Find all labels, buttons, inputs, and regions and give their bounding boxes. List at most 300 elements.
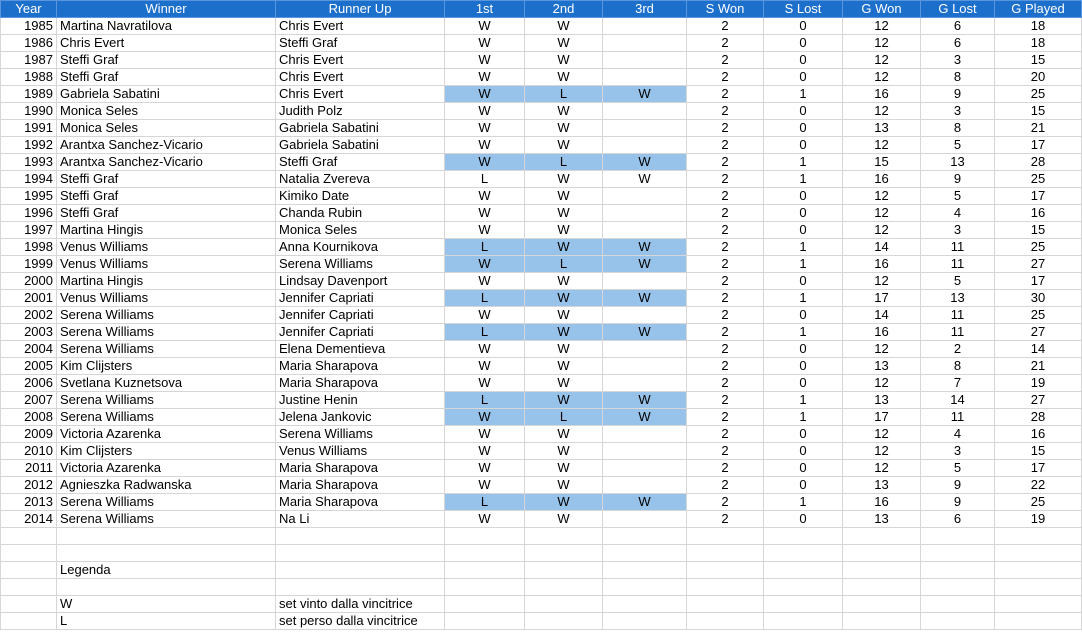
sets-won-cell[interactable]: 2 bbox=[687, 375, 764, 392]
sets-won-cell[interactable]: 2 bbox=[687, 103, 764, 120]
set-1st-cell[interactable]: L bbox=[445, 239, 525, 256]
games-played-cell[interactable]: 15 bbox=[995, 103, 1082, 120]
sets-won-cell[interactable]: 2 bbox=[687, 205, 764, 222]
empty-cell[interactable] bbox=[445, 596, 525, 613]
winner-cell[interactable]: Serena Williams bbox=[57, 409, 276, 426]
empty-cell[interactable] bbox=[995, 528, 1082, 545]
empty-cell[interactable] bbox=[445, 613, 525, 630]
set-3rd-cell[interactable] bbox=[603, 188, 687, 205]
set-2nd-cell[interactable]: W bbox=[525, 324, 603, 341]
year-cell[interactable]: 2004 bbox=[1, 341, 57, 358]
set-3rd-cell[interactable] bbox=[603, 35, 687, 52]
set-1st-cell[interactable]: W bbox=[445, 341, 525, 358]
column-header-sets-lost[interactable]: S Lost bbox=[764, 1, 843, 18]
set-2nd-cell[interactable]: W bbox=[525, 35, 603, 52]
runner-up-cell[interactable]: Anna Kournikova bbox=[276, 239, 445, 256]
set-1st-cell[interactable]: W bbox=[445, 273, 525, 290]
set-3rd-cell[interactable] bbox=[603, 477, 687, 494]
set-3rd-cell[interactable]: W bbox=[603, 290, 687, 307]
year-cell[interactable]: 2014 bbox=[1, 511, 57, 528]
empty-cell[interactable] bbox=[276, 579, 445, 596]
set-3rd-cell[interactable] bbox=[603, 103, 687, 120]
set-3rd-cell[interactable] bbox=[603, 307, 687, 324]
runner-up-cell[interactable]: Maria Sharapova bbox=[276, 358, 445, 375]
set-3rd-cell[interactable] bbox=[603, 52, 687, 69]
year-cell[interactable]: 1999 bbox=[1, 256, 57, 273]
sets-lost-cell[interactable]: 0 bbox=[764, 69, 843, 86]
winner-cell[interactable]: Venus Williams bbox=[57, 290, 276, 307]
games-played-cell[interactable]: 25 bbox=[995, 86, 1082, 103]
games-lost-cell[interactable]: 8 bbox=[921, 358, 995, 375]
winner-cell[interactable]: Serena Williams bbox=[57, 307, 276, 324]
games-won-cell[interactable]: 17 bbox=[843, 290, 921, 307]
set-3rd-cell[interactable] bbox=[603, 18, 687, 35]
runner-up-cell[interactable]: Na Li bbox=[276, 511, 445, 528]
runner-up-cell[interactable]: Jennifer Capriati bbox=[276, 290, 445, 307]
set-2nd-cell[interactable]: W bbox=[525, 307, 603, 324]
sets-lost-cell[interactable]: 0 bbox=[764, 52, 843, 69]
set-1st-cell[interactable]: W bbox=[445, 52, 525, 69]
winner-cell[interactable]: Victoria Azarenka bbox=[57, 426, 276, 443]
year-cell[interactable]: 2008 bbox=[1, 409, 57, 426]
empty-cell[interactable] bbox=[603, 528, 687, 545]
set-2nd-cell[interactable]: W bbox=[525, 375, 603, 392]
empty-cell[interactable] bbox=[445, 528, 525, 545]
games-won-cell[interactable]: 12 bbox=[843, 137, 921, 154]
sets-lost-cell[interactable]: 0 bbox=[764, 35, 843, 52]
games-lost-cell[interactable]: 11 bbox=[921, 256, 995, 273]
set-2nd-cell[interactable]: L bbox=[525, 154, 603, 171]
games-won-cell[interactable]: 12 bbox=[843, 460, 921, 477]
games-lost-cell[interactable]: 11 bbox=[921, 239, 995, 256]
empty-cell[interactable] bbox=[525, 579, 603, 596]
empty-cell[interactable] bbox=[525, 596, 603, 613]
set-2nd-cell[interactable]: W bbox=[525, 188, 603, 205]
sets-lost-cell[interactable]: 0 bbox=[764, 375, 843, 392]
winner-cell[interactable]: Martina Hingis bbox=[57, 222, 276, 239]
set-3rd-cell[interactable] bbox=[603, 375, 687, 392]
runner-up-cell[interactable]: Monica Seles bbox=[276, 222, 445, 239]
winner-cell[interactable]: Steffi Graf bbox=[57, 52, 276, 69]
sets-lost-cell[interactable]: 1 bbox=[764, 239, 843, 256]
runner-up-cell[interactable]: Chris Evert bbox=[276, 69, 445, 86]
set-2nd-cell[interactable]: L bbox=[525, 86, 603, 103]
games-won-cell[interactable]: 16 bbox=[843, 494, 921, 511]
games-won-cell[interactable]: 12 bbox=[843, 52, 921, 69]
empty-cell[interactable] bbox=[921, 579, 995, 596]
sets-won-cell[interactable]: 2 bbox=[687, 69, 764, 86]
games-won-cell[interactable]: 15 bbox=[843, 154, 921, 171]
set-2nd-cell[interactable]: L bbox=[525, 256, 603, 273]
games-lost-cell[interactable]: 13 bbox=[921, 290, 995, 307]
sets-lost-cell[interactable]: 0 bbox=[764, 103, 843, 120]
winner-cell[interactable]: Serena Williams bbox=[57, 511, 276, 528]
set-2nd-cell[interactable]: W bbox=[525, 290, 603, 307]
sets-lost-cell[interactable]: 0 bbox=[764, 18, 843, 35]
sets-lost-cell[interactable]: 1 bbox=[764, 154, 843, 171]
games-won-cell[interactable]: 12 bbox=[843, 103, 921, 120]
sets-won-cell[interactable]: 2 bbox=[687, 341, 764, 358]
year-cell[interactable]: 1994 bbox=[1, 171, 57, 188]
column-header-set-3rd[interactable]: 3rd bbox=[603, 1, 687, 18]
legend-description[interactable]: set perso dalla vincitrice bbox=[276, 613, 445, 630]
games-lost-cell[interactable]: 9 bbox=[921, 171, 995, 188]
set-3rd-cell[interactable]: W bbox=[603, 86, 687, 103]
games-lost-cell[interactable]: 6 bbox=[921, 18, 995, 35]
set-1st-cell[interactable]: W bbox=[445, 443, 525, 460]
empty-cell[interactable] bbox=[921, 596, 995, 613]
set-3rd-cell[interactable] bbox=[603, 443, 687, 460]
games-won-cell[interactable]: 13 bbox=[843, 511, 921, 528]
runner-up-cell[interactable]: Chanda Rubin bbox=[276, 205, 445, 222]
set-1st-cell[interactable]: W bbox=[445, 409, 525, 426]
set-1st-cell[interactable]: W bbox=[445, 69, 525, 86]
set-1st-cell[interactable]: W bbox=[445, 375, 525, 392]
winner-cell[interactable]: Monica Seles bbox=[57, 120, 276, 137]
sets-won-cell[interactable]: 2 bbox=[687, 273, 764, 290]
games-played-cell[interactable]: 25 bbox=[995, 307, 1082, 324]
runner-up-cell[interactable]: Jennifer Capriati bbox=[276, 307, 445, 324]
empty-cell[interactable] bbox=[57, 528, 276, 545]
games-lost-cell[interactable]: 3 bbox=[921, 222, 995, 239]
runner-up-cell[interactable]: Elena Dementieva bbox=[276, 341, 445, 358]
empty-cell[interactable] bbox=[843, 613, 921, 630]
sets-lost-cell[interactable]: 1 bbox=[764, 171, 843, 188]
set-2nd-cell[interactable]: W bbox=[525, 392, 603, 409]
runner-up-cell[interactable]: Chris Evert bbox=[276, 18, 445, 35]
sets-won-cell[interactable]: 2 bbox=[687, 494, 764, 511]
set-1st-cell[interactable]: W bbox=[445, 358, 525, 375]
winner-cell[interactable]: Serena Williams bbox=[57, 494, 276, 511]
runner-up-cell[interactable]: Gabriela Sabatini bbox=[276, 120, 445, 137]
sets-won-cell[interactable]: 2 bbox=[687, 35, 764, 52]
sets-won-cell[interactable]: 2 bbox=[687, 324, 764, 341]
year-cell[interactable]: 1991 bbox=[1, 120, 57, 137]
runner-up-cell[interactable]: Maria Sharapova bbox=[276, 477, 445, 494]
games-won-cell[interactable]: 14 bbox=[843, 239, 921, 256]
set-1st-cell[interactable]: W bbox=[445, 86, 525, 103]
year-cell[interactable]: 1998 bbox=[1, 239, 57, 256]
games-won-cell[interactable]: 13 bbox=[843, 358, 921, 375]
year-cell[interactable]: 1997 bbox=[1, 222, 57, 239]
column-header-year[interactable]: Year bbox=[1, 1, 57, 18]
empty-cell[interactable] bbox=[995, 613, 1082, 630]
games-played-cell[interactable]: 30 bbox=[995, 290, 1082, 307]
games-lost-cell[interactable]: 8 bbox=[921, 120, 995, 137]
empty-cell[interactable] bbox=[995, 562, 1082, 579]
sets-won-cell[interactable]: 2 bbox=[687, 256, 764, 273]
empty-cell[interactable] bbox=[843, 562, 921, 579]
runner-up-cell[interactable]: Chris Evert bbox=[276, 86, 445, 103]
set-1st-cell[interactable]: W bbox=[445, 477, 525, 494]
sets-won-cell[interactable]: 2 bbox=[687, 52, 764, 69]
games-won-cell[interactable]: 16 bbox=[843, 86, 921, 103]
sets-lost-cell[interactable]: 1 bbox=[764, 324, 843, 341]
set-1st-cell[interactable]: L bbox=[445, 324, 525, 341]
empty-cell[interactable] bbox=[276, 528, 445, 545]
games-won-cell[interactable]: 12 bbox=[843, 375, 921, 392]
empty-cell[interactable] bbox=[1, 528, 57, 545]
games-lost-cell[interactable]: 5 bbox=[921, 188, 995, 205]
games-lost-cell[interactable]: 11 bbox=[921, 307, 995, 324]
sets-lost-cell[interactable]: 1 bbox=[764, 409, 843, 426]
games-played-cell[interactable]: 15 bbox=[995, 443, 1082, 460]
set-3rd-cell[interactable] bbox=[603, 426, 687, 443]
empty-cell[interactable] bbox=[1, 579, 57, 596]
games-won-cell[interactable]: 17 bbox=[843, 409, 921, 426]
set-1st-cell[interactable]: W bbox=[445, 460, 525, 477]
set-1st-cell[interactable]: W bbox=[445, 154, 525, 171]
winner-cell[interactable]: Martina Hingis bbox=[57, 273, 276, 290]
set-1st-cell[interactable]: L bbox=[445, 171, 525, 188]
year-cell[interactable]: 2000 bbox=[1, 273, 57, 290]
sets-lost-cell[interactable]: 0 bbox=[764, 477, 843, 494]
sets-lost-cell[interactable]: 0 bbox=[764, 120, 843, 137]
year-cell[interactable]: 2012 bbox=[1, 477, 57, 494]
set-3rd-cell[interactable] bbox=[603, 120, 687, 137]
sets-lost-cell[interactable]: 0 bbox=[764, 307, 843, 324]
sets-lost-cell[interactable]: 1 bbox=[764, 494, 843, 511]
set-1st-cell[interactable]: L bbox=[445, 494, 525, 511]
column-header-set-2nd[interactable]: 2nd bbox=[525, 1, 603, 18]
set-3rd-cell[interactable]: W bbox=[603, 392, 687, 409]
sets-lost-cell[interactable]: 0 bbox=[764, 222, 843, 239]
empty-cell[interactable] bbox=[57, 545, 276, 562]
winner-cell[interactable]: Venus Williams bbox=[57, 256, 276, 273]
sets-won-cell[interactable]: 2 bbox=[687, 18, 764, 35]
runner-up-cell[interactable]: Gabriela Sabatini bbox=[276, 137, 445, 154]
games-played-cell[interactable]: 18 bbox=[995, 35, 1082, 52]
games-played-cell[interactable]: 22 bbox=[995, 477, 1082, 494]
games-played-cell[interactable]: 15 bbox=[995, 222, 1082, 239]
runner-up-cell[interactable]: Serena Williams bbox=[276, 426, 445, 443]
set-1st-cell[interactable]: W bbox=[445, 35, 525, 52]
runner-up-cell[interactable]: Kimiko Date bbox=[276, 188, 445, 205]
runner-up-cell[interactable]: Maria Sharapova bbox=[276, 375, 445, 392]
games-won-cell[interactable]: 12 bbox=[843, 69, 921, 86]
set-2nd-cell[interactable]: W bbox=[525, 171, 603, 188]
games-won-cell[interactable]: 16 bbox=[843, 324, 921, 341]
empty-cell[interactable] bbox=[764, 528, 843, 545]
set-1st-cell[interactable]: L bbox=[445, 290, 525, 307]
runner-up-cell[interactable]: Chris Evert bbox=[276, 52, 445, 69]
empty-cell[interactable] bbox=[687, 613, 764, 630]
games-lost-cell[interactable]: 3 bbox=[921, 443, 995, 460]
set-3rd-cell[interactable] bbox=[603, 358, 687, 375]
set-2nd-cell[interactable]: W bbox=[525, 69, 603, 86]
empty-cell[interactable] bbox=[764, 545, 843, 562]
empty-cell[interactable] bbox=[1, 613, 57, 630]
set-2nd-cell[interactable]: W bbox=[525, 205, 603, 222]
empty-cell[interactable] bbox=[764, 613, 843, 630]
games-played-cell[interactable]: 27 bbox=[995, 256, 1082, 273]
games-played-cell[interactable]: 25 bbox=[995, 494, 1082, 511]
games-won-cell[interactable]: 12 bbox=[843, 273, 921, 290]
sets-won-cell[interactable]: 2 bbox=[687, 511, 764, 528]
empty-cell[interactable] bbox=[921, 528, 995, 545]
year-cell[interactable]: 1995 bbox=[1, 188, 57, 205]
sets-lost-cell[interactable]: 0 bbox=[764, 188, 843, 205]
column-header-winner[interactable]: Winner bbox=[57, 1, 276, 18]
winner-cell[interactable]: Gabriela Sabatini bbox=[57, 86, 276, 103]
set-2nd-cell[interactable]: W bbox=[525, 511, 603, 528]
set-1st-cell[interactable]: L bbox=[445, 392, 525, 409]
set-2nd-cell[interactable]: L bbox=[525, 409, 603, 426]
runner-up-cell[interactable]: Jennifer Capriati bbox=[276, 324, 445, 341]
games-played-cell[interactable]: 17 bbox=[995, 137, 1082, 154]
empty-cell[interactable] bbox=[276, 562, 445, 579]
games-lost-cell[interactable]: 8 bbox=[921, 69, 995, 86]
winner-cell[interactable]: Arantxa Sanchez-Vicario bbox=[57, 137, 276, 154]
empty-cell[interactable] bbox=[445, 562, 525, 579]
empty-cell[interactable] bbox=[445, 545, 525, 562]
winner-cell[interactable]: Victoria Azarenka bbox=[57, 460, 276, 477]
sets-lost-cell[interactable]: 0 bbox=[764, 358, 843, 375]
empty-cell[interactable] bbox=[603, 545, 687, 562]
games-lost-cell[interactable]: 3 bbox=[921, 52, 995, 69]
runner-up-cell[interactable]: Serena Williams bbox=[276, 256, 445, 273]
set-1st-cell[interactable]: W bbox=[445, 137, 525, 154]
set-1st-cell[interactable]: W bbox=[445, 188, 525, 205]
year-cell[interactable]: 1993 bbox=[1, 154, 57, 171]
column-header-set-1st[interactable]: 1st bbox=[445, 1, 525, 18]
games-played-cell[interactable]: 16 bbox=[995, 426, 1082, 443]
set-2nd-cell[interactable]: W bbox=[525, 137, 603, 154]
set-2nd-cell[interactable]: W bbox=[525, 18, 603, 35]
sets-won-cell[interactable]: 2 bbox=[687, 409, 764, 426]
set-2nd-cell[interactable]: W bbox=[525, 358, 603, 375]
set-1st-cell[interactable]: W bbox=[445, 120, 525, 137]
set-1st-cell[interactable]: W bbox=[445, 205, 525, 222]
games-played-cell[interactable]: 28 bbox=[995, 154, 1082, 171]
runner-up-cell[interactable]: Natalia Zvereva bbox=[276, 171, 445, 188]
sets-lost-cell[interactable]: 0 bbox=[764, 273, 843, 290]
winner-cell[interactable]: Serena Williams bbox=[57, 341, 276, 358]
games-won-cell[interactable]: 16 bbox=[843, 256, 921, 273]
games-played-cell[interactable]: 17 bbox=[995, 460, 1082, 477]
set-2nd-cell[interactable]: W bbox=[525, 273, 603, 290]
year-cell[interactable]: 2002 bbox=[1, 307, 57, 324]
games-lost-cell[interactable]: 9 bbox=[921, 86, 995, 103]
year-cell[interactable]: 1992 bbox=[1, 137, 57, 154]
empty-cell[interactable] bbox=[525, 545, 603, 562]
set-2nd-cell[interactable]: W bbox=[525, 239, 603, 256]
games-played-cell[interactable]: 18 bbox=[995, 18, 1082, 35]
year-cell[interactable]: 2006 bbox=[1, 375, 57, 392]
empty-cell[interactable] bbox=[603, 562, 687, 579]
winner-cell[interactable]: Kim Clijsters bbox=[57, 358, 276, 375]
legend-title[interactable]: Legenda bbox=[57, 562, 276, 579]
empty-cell[interactable] bbox=[57, 579, 276, 596]
sets-lost-cell[interactable]: 0 bbox=[764, 205, 843, 222]
games-won-cell[interactable]: 16 bbox=[843, 171, 921, 188]
runner-up-cell[interactable]: Steffi Graf bbox=[276, 35, 445, 52]
set-2nd-cell[interactable]: W bbox=[525, 52, 603, 69]
year-cell[interactable]: 2011 bbox=[1, 460, 57, 477]
games-won-cell[interactable]: 13 bbox=[843, 392, 921, 409]
games-won-cell[interactable]: 12 bbox=[843, 35, 921, 52]
winner-cell[interactable]: Chris Evert bbox=[57, 35, 276, 52]
set-2nd-cell[interactable]: W bbox=[525, 341, 603, 358]
sets-won-cell[interactable]: 2 bbox=[687, 188, 764, 205]
winner-cell[interactable]: Svetlana Kuznetsova bbox=[57, 375, 276, 392]
empty-cell[interactable] bbox=[921, 562, 995, 579]
games-lost-cell[interactable]: 5 bbox=[921, 460, 995, 477]
runner-up-cell[interactable]: Lindsay Davenport bbox=[276, 273, 445, 290]
games-played-cell[interactable]: 17 bbox=[995, 188, 1082, 205]
empty-cell[interactable] bbox=[687, 562, 764, 579]
games-won-cell[interactable]: 12 bbox=[843, 205, 921, 222]
empty-cell[interactable] bbox=[1, 562, 57, 579]
games-played-cell[interactable]: 19 bbox=[995, 511, 1082, 528]
games-played-cell[interactable]: 21 bbox=[995, 358, 1082, 375]
games-played-cell[interactable]: 27 bbox=[995, 392, 1082, 409]
games-lost-cell[interactable]: 9 bbox=[921, 477, 995, 494]
winner-cell[interactable]: Martina Navratilova bbox=[57, 18, 276, 35]
sets-won-cell[interactable]: 2 bbox=[687, 307, 764, 324]
column-header-games-played[interactable]: G Played bbox=[995, 1, 1082, 18]
set-2nd-cell[interactable]: W bbox=[525, 222, 603, 239]
sets-lost-cell[interactable]: 0 bbox=[764, 137, 843, 154]
sets-won-cell[interactable]: 2 bbox=[687, 290, 764, 307]
year-cell[interactable]: 1988 bbox=[1, 69, 57, 86]
year-cell[interactable]: 2003 bbox=[1, 324, 57, 341]
games-played-cell[interactable]: 20 bbox=[995, 69, 1082, 86]
sets-won-cell[interactable]: 2 bbox=[687, 426, 764, 443]
sets-lost-cell[interactable]: 1 bbox=[764, 86, 843, 103]
games-lost-cell[interactable]: 5 bbox=[921, 137, 995, 154]
games-lost-cell[interactable]: 4 bbox=[921, 426, 995, 443]
set-2nd-cell[interactable]: W bbox=[525, 477, 603, 494]
empty-cell[interactable] bbox=[995, 579, 1082, 596]
sets-won-cell[interactable]: 2 bbox=[687, 154, 764, 171]
sets-won-cell[interactable]: 2 bbox=[687, 358, 764, 375]
runner-up-cell[interactable]: Steffi Graf bbox=[276, 154, 445, 171]
games-lost-cell[interactable]: 7 bbox=[921, 375, 995, 392]
empty-cell[interactable] bbox=[603, 613, 687, 630]
column-header-games-won[interactable]: G Won bbox=[843, 1, 921, 18]
winner-cell[interactable]: Venus Williams bbox=[57, 239, 276, 256]
legend-key[interactable]: W bbox=[57, 596, 276, 613]
sets-lost-cell[interactable]: 0 bbox=[764, 426, 843, 443]
empty-cell[interactable] bbox=[995, 596, 1082, 613]
year-cell[interactable]: 1996 bbox=[1, 205, 57, 222]
year-cell[interactable]: 1990 bbox=[1, 103, 57, 120]
games-played-cell[interactable]: 16 bbox=[995, 205, 1082, 222]
sets-won-cell[interactable]: 2 bbox=[687, 239, 764, 256]
games-won-cell[interactable]: 12 bbox=[843, 341, 921, 358]
set-2nd-cell[interactable]: W bbox=[525, 426, 603, 443]
empty-cell[interactable] bbox=[525, 528, 603, 545]
sets-won-cell[interactable]: 2 bbox=[687, 443, 764, 460]
winner-cell[interactable]: Serena Williams bbox=[57, 392, 276, 409]
empty-cell[interactable] bbox=[603, 579, 687, 596]
set-3rd-cell[interactable]: W bbox=[603, 324, 687, 341]
year-cell[interactable]: 2009 bbox=[1, 426, 57, 443]
sets-lost-cell[interactable]: 0 bbox=[764, 341, 843, 358]
year-cell[interactable]: 1985 bbox=[1, 18, 57, 35]
games-played-cell[interactable]: 25 bbox=[995, 239, 1082, 256]
set-1st-cell[interactable]: W bbox=[445, 307, 525, 324]
sets-won-cell[interactable]: 2 bbox=[687, 86, 764, 103]
set-3rd-cell[interactable] bbox=[603, 137, 687, 154]
games-won-cell[interactable]: 13 bbox=[843, 477, 921, 494]
set-3rd-cell[interactable]: W bbox=[603, 409, 687, 426]
empty-cell[interactable] bbox=[843, 545, 921, 562]
set-3rd-cell[interactable] bbox=[603, 222, 687, 239]
set-3rd-cell[interactable] bbox=[603, 273, 687, 290]
empty-cell[interactable] bbox=[445, 579, 525, 596]
